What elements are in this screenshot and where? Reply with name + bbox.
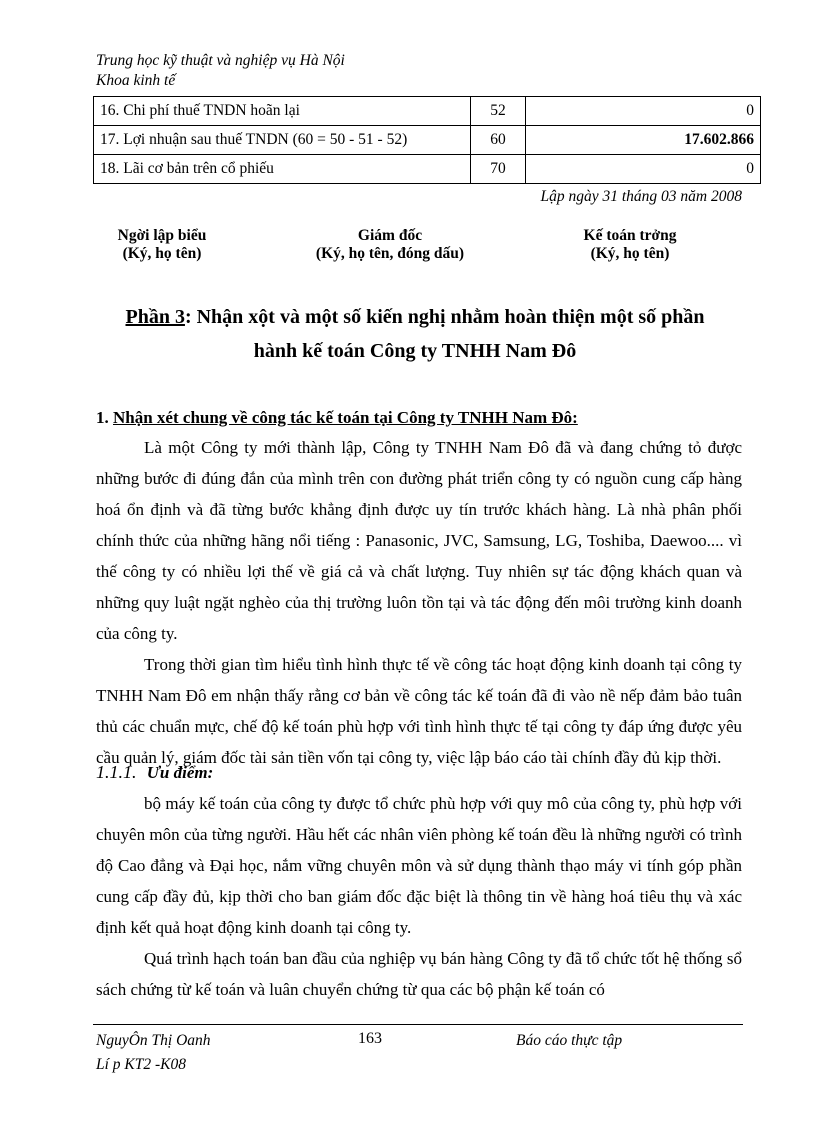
page-number: 163 <box>358 1030 382 1047</box>
section-body <box>96 432 742 773</box>
director-title: Giám đốc <box>357 227 423 244</box>
footer-report: Báo cáo thực tập <box>516 1032 623 1049</box>
financial-table <box>93 96 761 184</box>
subsection-title: Ưu điểm: <box>146 763 214 782</box>
accountant-note: (Ký, họ tên) <box>590 245 670 262</box>
header-faculty: Khoa kinh tế <box>96 72 176 89</box>
director-note: (Ký, họ tên, đóng dấu) <box>315 245 465 262</box>
row-code: 70 <box>471 155 526 184</box>
part-label: Phần 3 <box>125 306 185 328</box>
subsection-body <box>96 788 742 1005</box>
preparer-title: Ngời lập biểu <box>117 227 207 244</box>
row-label: 18. Lãi cơ bản trên cổ phiếu <box>94 155 471 184</box>
preparer-note: (Ký, họ tên) <box>122 245 202 262</box>
row-value: 17.602.866 <box>526 126 761 155</box>
row-label: 16. Chi phí thuế TNDN hoãn lại <box>94 97 471 126</box>
date-line: Lập ngày 31 tháng 03 năm 2008 <box>540 188 742 205</box>
signature-director <box>300 227 480 263</box>
part-title-line2: hành kế toán Công ty TNHH Nam Đô <box>253 340 577 362</box>
table-row <box>94 126 761 155</box>
paragraph: Là một Công ty mới thành lập, Công ty TNHH Nam Đô đã và đang chứng tỏ được những bước đi đúng đắn của mình trên con đường phát triển công ty có nguồn cung cấp hàng hoá ổn định và đã từng bước khẳng định được uy tín trước khách hàng. Là nhà phân phối chính thức của những hãng nổi tiếng : Panasonic, JVC, Samsung, LG, Toshiba, Daewoo.... vì thế công ty có nhiều lợi thế về giá cả và chất lượng. Tuy nhiên sự tác động khách quan và những quy luật ngặt nghèo của thị trường luôn tồn tại và tác động đến môi trường kinh doanh của công ty. <box>96 438 742 643</box>
subsection-number: 1.1.1. <box>96 762 137 782</box>
subsection-heading <box>96 762 213 783</box>
row-value: 0 <box>526 155 761 184</box>
row-code: 52 <box>471 97 526 126</box>
signature-accountant <box>560 227 700 263</box>
footer-author: NguyÔn Thị Oanh <box>96 1032 211 1049</box>
footer-divider <box>93 1024 743 1025</box>
table-row <box>94 155 761 184</box>
section-number: 1. <box>96 408 109 427</box>
accountant-title: Kế toán trởng <box>583 227 677 244</box>
signature-preparer <box>92 227 232 263</box>
table-row <box>94 97 761 126</box>
header-school: Trung học kỹ thuật và nghiệp vụ Hà Nội <box>96 52 345 69</box>
part-title <box>90 300 740 368</box>
paragraph: bộ máy kế toán của công ty được tổ chức phù hợp với quy mô của công ty, phù hợp với chuyên môn của từng người. Hầu hết các nhân viên phòng kế toán đều là những người có trình độ Cao đẳng và Đại học, nắm vững chuyên môn và sử dụng thành thạo máy vi tính góp phần cung cấp đầy đủ, kịp thời cho ban giám đốc đặc biệt là thông tin về hàng hoá tiêu thụ và xác định kết quả hoạt động kinh doanh tại công ty. <box>96 794 742 937</box>
row-label: 17. Lợi nhuận sau thuế TNDN (60 = 50 - 51 - 52) <box>94 126 471 155</box>
footer-class: Lí p KT2 -K08 <box>96 1056 187 1073</box>
section-heading <box>96 408 578 428</box>
paragraph: Trong thời gian tìm hiểu tình hình thực tế về công tác hoạt động kinh doanh tại công ty TNHH Nam Đô em nhận thấy rằng cơ bản về công tác kế toán đã đi vào nề nếp đảm bảo tuân thủ các chuẩn mực, chế độ kế toán phù hợp với tình hình thực tế tại công ty đáp ứng được yêu cầu quản lý, giám đốc tài sản tiền vốn tại công ty, việc lập báo cáo tài chính đầy đủ kịp thời. <box>96 655 742 767</box>
row-code: 60 <box>471 126 526 155</box>
part-title-rest: : Nhận xột và một số kiến nghị nhằm hoàn thiện một số phần <box>184 306 705 328</box>
row-value: 0 <box>526 97 761 126</box>
section-title: Nhận xét chung về công tác kế toán tại Công ty TNHH Nam Đô: <box>113 408 578 427</box>
paragraph: Quá trình hạch toán ban đầu của nghiệp vụ bán hàng Công ty đã tổ chức tốt hệ thống sổ sách chứng từ kế toán và luân chuyển chứng từ qua các bộ phận kế toán có <box>96 949 742 999</box>
